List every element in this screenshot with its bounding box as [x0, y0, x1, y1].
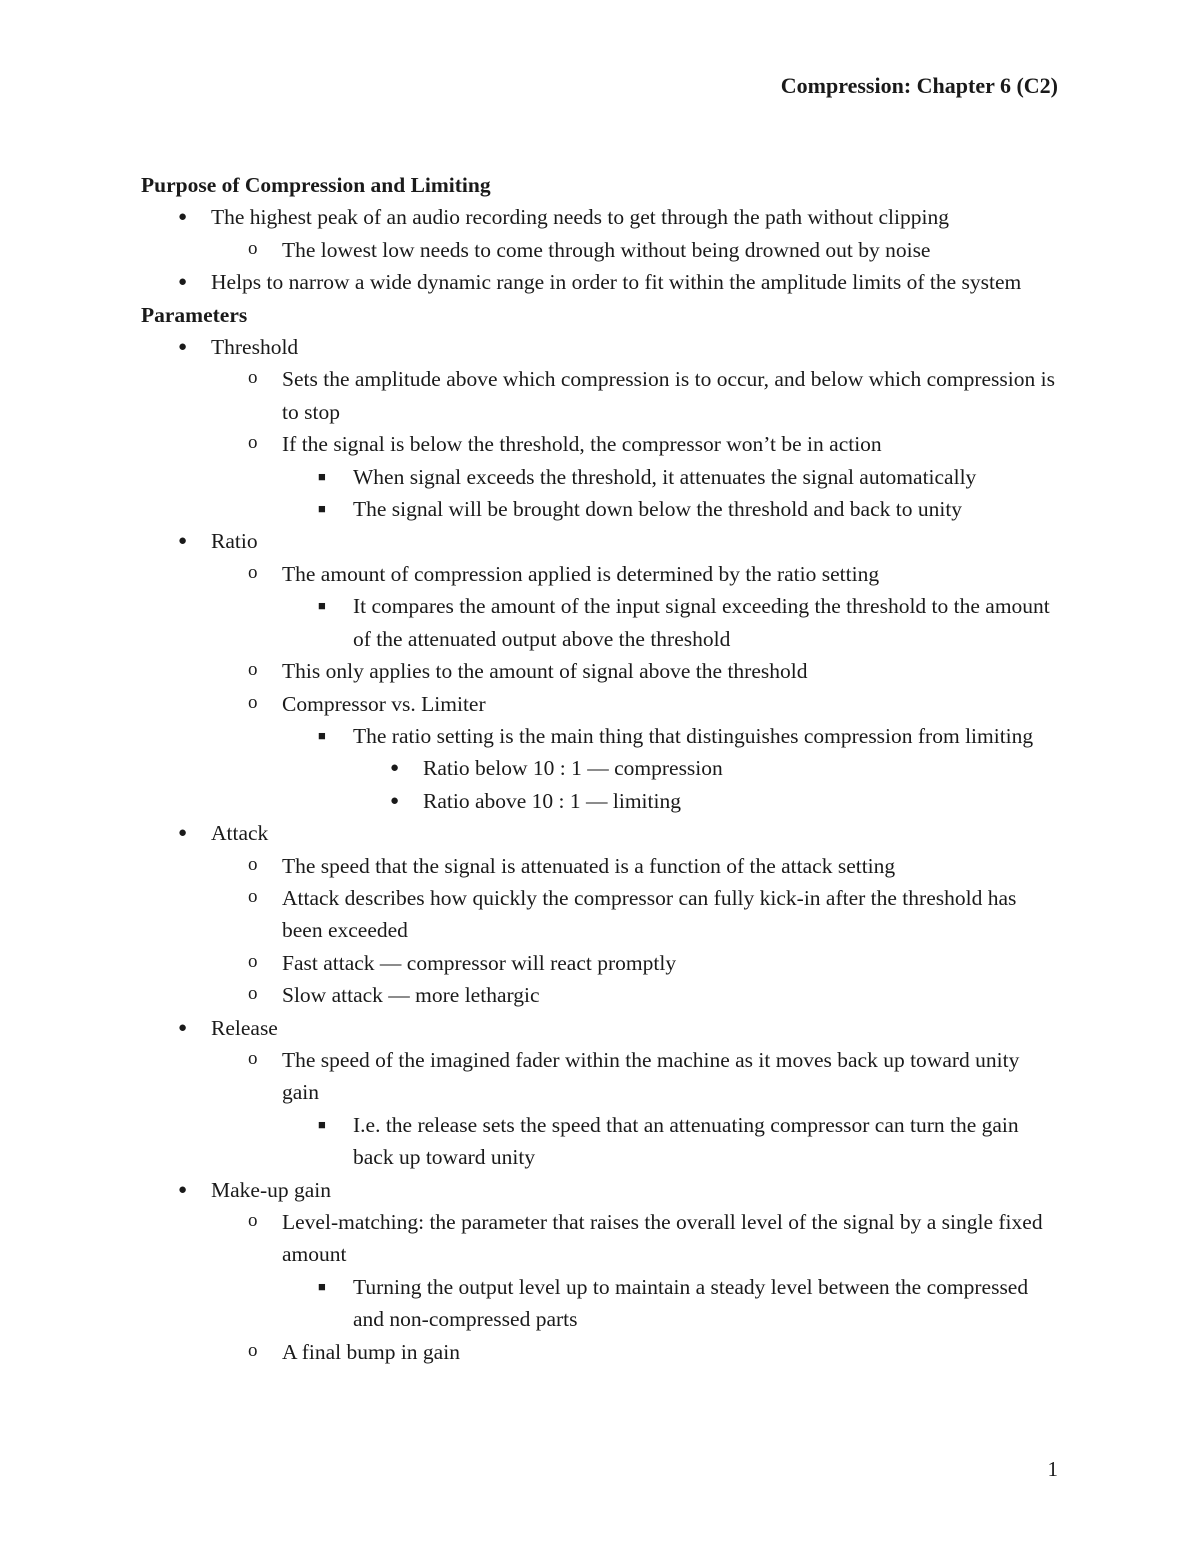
bullet-list — [141, 201, 1061, 298]
sub-sub-bullet-list — [282, 590, 1061, 655]
document-body — [141, 169, 1061, 1368]
list-item-text: ■ The signal will be brought down below the threshold and back to unity — [353, 497, 963, 522]
list-item — [282, 1271, 1061, 1336]
list-item-text: ● Threshold — [211, 335, 299, 360]
list-item-text: o Level-matching: the parameter that raises the overall level of the signal by a single fixed amount — [282, 1210, 1043, 1267]
list-item — [211, 947, 1061, 979]
list-item-text: ■ The ratio setting is the main thing that distinguishes compression from limiting — [353, 723, 1034, 748]
list-item-threshold — [141, 331, 1061, 525]
list-item — [141, 201, 1061, 266]
sub-bullet-list — [211, 363, 1061, 525]
list-item-text: o The speed of the imagined fader within the machine as it moves back up toward unity gain — [282, 1047, 1020, 1105]
list-item — [211, 234, 1061, 266]
list-item — [141, 266, 1061, 298]
section-heading-purpose: Purpose of Compression and Limiting — [141, 173, 491, 197]
list-item-text: o Sets the amplitude above which compression is to occur, and below which compression is to stop — [282, 367, 1055, 424]
list-item-text: ● Helps to narrow a wide dynamic range in order to fit within the amplitude limits of the system — [211, 270, 1022, 295]
bullet-list — [141, 331, 1061, 1368]
list-item-text: ● The highest peak of an audio recording needs to get through the path without clipping — [211, 205, 949, 230]
list-item — [211, 428, 1061, 525]
list-item — [211, 688, 1061, 818]
list-item-text: ● Attack — [211, 821, 269, 846]
list-item-text: o This only applies to the amount of signal above the threshold — [282, 659, 808, 684]
list-item-text: o The amount of compression applied is determined by the ratio setting — [282, 561, 880, 586]
list-item-text: ■ When signal exceeds the threshold, it attenuates the signal automatically — [353, 464, 977, 489]
list-item — [353, 752, 1061, 784]
list-item-text: o Compressor vs. Limiter — [282, 691, 486, 716]
sub-bullet-list — [211, 1206, 1061, 1368]
list-item — [211, 979, 1061, 1011]
list-item — [211, 1044, 1061, 1174]
list-item — [282, 493, 1061, 525]
list-item-makeup-gain — [141, 1174, 1061, 1368]
level-four-bullet-list — [353, 752, 1061, 817]
sub-sub-bullet-list — [282, 1271, 1061, 1336]
list-item-attack — [141, 817, 1061, 1011]
list-item — [211, 850, 1061, 882]
list-item — [353, 785, 1061, 817]
list-item-text: o The speed that the signal is attenuated is a function of the attack setting — [282, 853, 896, 878]
list-item — [282, 1109, 1061, 1174]
list-item — [282, 461, 1061, 493]
list-item — [282, 590, 1061, 655]
list-item — [211, 558, 1061, 655]
list-item-text: o Fast attack — compressor will react promptly — [282, 950, 677, 975]
page-header-title: Compression: Chapter 6 (C2) — [780, 73, 1058, 98]
list-item-text: ■ I.e. the release sets the speed that an attenuating compressor can turn the gain back up toward unity — [353, 1112, 1019, 1170]
list-item-text: ● Ratio — [211, 529, 258, 554]
list-item-text: ● Ratio below 10 : 1 — compression — [423, 756, 723, 781]
list-item-text: ● Ratio above 10 : 1 — limiting — [423, 788, 681, 813]
sub-bullet-list — [211, 850, 1061, 1012]
sub-sub-bullet-list — [282, 1109, 1061, 1174]
list-item-text: ■ Turning the output level up to maintain a steady level between the compressed and non-compressed parts — [353, 1274, 1029, 1332]
list-item-text: ■ It compares the amount of the input signal exceeding the threshold to the amount of the attenuated output above the threshold — [353, 594, 1050, 651]
list-item — [211, 1336, 1061, 1368]
list-item-text: ● Make-up gain — [211, 1177, 332, 1202]
list-item-text: o Attack describes how quickly the compressor can fully kick-in after the threshold has been exceeded — [282, 885, 1017, 943]
list-item-text: o Slow attack — more lethargic — [282, 983, 540, 1008]
list-item — [211, 1206, 1061, 1336]
page-number: 1 — [1047, 1457, 1058, 1481]
sub-sub-bullet-list — [282, 461, 1061, 526]
list-item — [282, 720, 1061, 817]
sub-sub-bullet-list — [282, 720, 1061, 817]
sub-bullet-list — [211, 558, 1061, 817]
sub-bullet-list — [211, 1044, 1061, 1174]
list-item-text: o If the signal is below the threshold, the compressor won’t be in action — [282, 432, 882, 457]
sub-bullet-list — [211, 234, 1061, 266]
section-heading-parameters: Parameters — [141, 302, 248, 327]
list-item-release — [141, 1012, 1061, 1174]
list-item-text: o A final bump in gain — [282, 1339, 460, 1364]
list-item-text: ● Release — [211, 1015, 278, 1040]
list-item-ratio — [141, 525, 1061, 817]
list-item-text: o The lowest low needs to come through without being drowned out by noise — [282, 237, 931, 262]
list-item — [211, 882, 1061, 947]
list-item — [211, 655, 1061, 687]
list-item — [211, 363, 1061, 428]
